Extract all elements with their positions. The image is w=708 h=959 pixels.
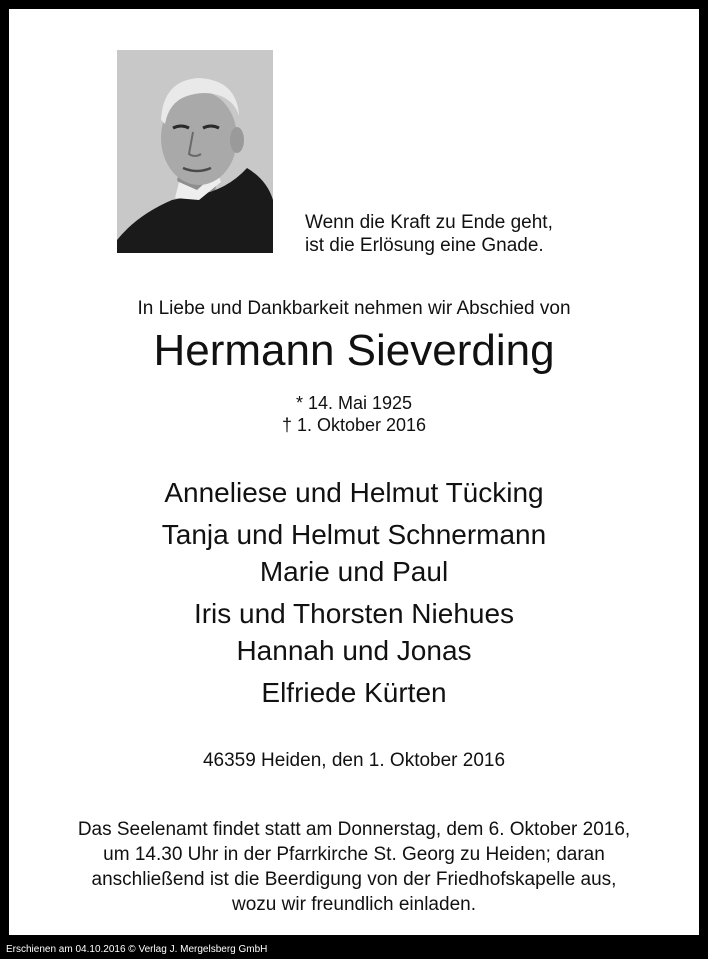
quote-line: Wenn die Kraft zu Ende geht,	[305, 212, 553, 233]
mourner-name: Marie und Paul	[259, 556, 449, 587]
mourners-list	[9, 474, 699, 711]
mourner-name: Tanja und Helmut Schnermann	[161, 519, 547, 550]
publication-footer: Erschienen am 04.10.2016 © Verlag J. Mergelsberg GmbH	[6, 944, 268, 955]
life-dates	[9, 392, 699, 436]
place-and-date: 46359 Heiden, den 1. Oktober 2016	[202, 750, 506, 771]
memorial-quote	[305, 211, 553, 257]
obituary-notice	[9, 9, 699, 935]
service-line: Das Seelenamt findet statt am Donnerstag, dem 6. Oktober 2016,	[77, 819, 631, 840]
mourner-name: Iris und Thorsten Niehues	[193, 598, 515, 629]
service-announcement	[9, 817, 699, 917]
portrait-photo	[117, 50, 273, 253]
intro-text: In Liebe und Dankbarkeit nehmen wir Abschied von	[137, 298, 571, 319]
mourner-name: Hannah und Jonas	[236, 635, 472, 666]
mourner-name: Anneliese und Helmut Tücking	[164, 477, 544, 508]
mourner-name: Elfriede Kürten	[261, 677, 447, 708]
service-line: wozu wir freundlich einladen.	[232, 894, 476, 915]
deceased-name: Hermann Sieverding	[153, 326, 555, 375]
birth-date: * 14. Mai 1925	[295, 393, 413, 413]
service-line: um 14.30 Uhr in der Pfarrkirche St. Georg zu Heiden; daran	[103, 844, 605, 865]
service-line: anschließend ist die Beerdigung von der Friedhofskapelle aus,	[91, 869, 617, 890]
death-date: † 1. Oktober 2016	[281, 415, 427, 435]
quote-line: ist die Erlösung eine Gnade.	[305, 235, 544, 256]
